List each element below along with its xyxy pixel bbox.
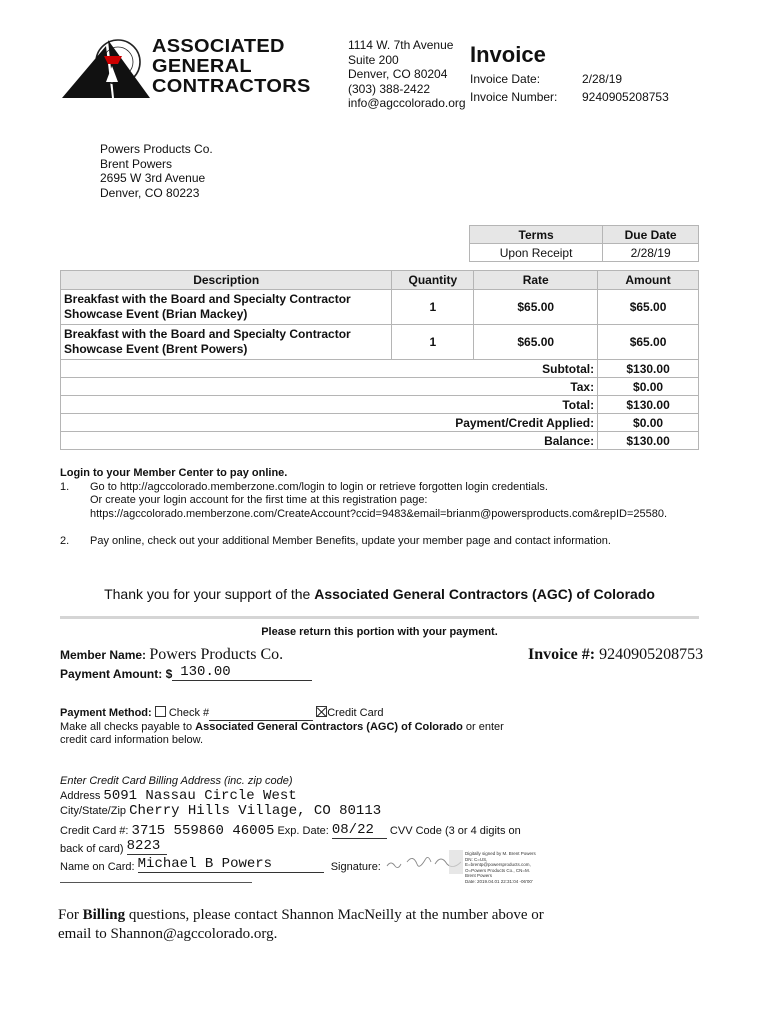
due-date-header: Due Date <box>603 226 699 244</box>
payment-applied-row <box>61 414 699 432</box>
description-header: Description <box>61 271 392 290</box>
payment-amount-field[interactable]: 130.00 <box>180 664 231 680</box>
credit-card-checkbox[interactable] <box>316 706 327 717</box>
due-date-value: 2/28/19 <box>603 244 699 262</box>
terms-header: Terms <box>470 226 603 244</box>
item-description <box>61 325 392 360</box>
item-quantity: 1 <box>392 325 474 360</box>
address-line: Denver, CO 80204 <box>348 67 448 81</box>
address-line: 1114 W. 7th Avenue <box>348 38 454 52</box>
sig-info-line: Digitally signed by M. Brent Powers <box>465 851 536 856</box>
rate-header: Rate <box>474 271 598 290</box>
tax-value: $0.00 <box>598 378 699 396</box>
step-number: 2. <box>60 535 70 547</box>
city-label: City/State/Zip <box>60 805 127 817</box>
footer-email: email to Shannon@agccolorado.org. <box>58 926 278 942</box>
payment-applied-value: $0.00 <box>598 414 699 432</box>
login-instructions <box>60 467 720 549</box>
member-name-value[interactable]: Powers Products Co. <box>149 646 284 663</box>
bill-to-city: Denver, CO 80223 <box>100 185 200 200</box>
address-label: Address <box>60 790 101 802</box>
footer-billing: Billing <box>82 907 126 923</box>
invoice-number-value: 9240905208753 <box>582 90 669 104</box>
city-row <box>60 803 381 819</box>
logo-wordmark <box>152 36 311 96</box>
company-address <box>348 38 466 111</box>
thank-you-prefix: Thank you for your support of the <box>104 586 315 602</box>
billing-contact-note <box>58 906 618 944</box>
login-step-2 <box>60 535 720 549</box>
cvv-label: CVV Code (3 or 4 digits on <box>389 825 521 837</box>
step-2-text: Pay online, check out your additional Member Benefits, update your member page and contact information. <box>90 535 611 547</box>
sig-info-line: Date: 2019.04.01 22:31:04 -06'00' <box>465 878 533 884</box>
login-url-text[interactable]: Go to http://agccolorado.memberzone.com/login to login or retrieve forgotten login credentials. <box>90 480 548 493</box>
return-note: Please return this portion with your payment. <box>261 626 498 638</box>
step-number: 1. <box>60 480 70 493</box>
item-description-line: Breakfast with the Board and Specialty Contractor <box>64 327 351 341</box>
name-on-card-label: Name on Card: <box>60 861 135 873</box>
item-rate: $65.00 <box>474 325 598 360</box>
address-line: Suite 200 <box>348 52 399 67</box>
city-state-zip-field[interactable]: Cherry Hills Village, CO 80113 <box>129 803 382 819</box>
card-number-label: Credit Card #: <box>60 825 129 837</box>
item-description-line: Showcase Event (Brent Powers) <box>64 342 248 356</box>
thank-you-message <box>60 586 699 602</box>
item-quantity: 1 <box>392 290 474 325</box>
sig-info-line: Brent Powers <box>465 873 493 879</box>
subtotal-row <box>61 360 699 378</box>
cvv-label-2: back of card) <box>60 843 124 855</box>
item-amount: $65.00 <box>598 290 699 325</box>
name-on-card-field[interactable]: Michael B Powers <box>137 856 273 872</box>
footer-prefix: For <box>58 907 83 923</box>
bill-to-contact: Brent Powers <box>100 156 173 171</box>
name-row <box>60 856 381 873</box>
address-field[interactable]: 5091 Nassau Circle West <box>103 788 297 804</box>
check-number-field[interactable] <box>209 706 313 721</box>
invoice-date-value: 2/28/19 <box>582 72 623 86</box>
login-step-1 <box>60 481 720 522</box>
payment-applied-label: Payment/Credit Applied: <box>61 414 598 432</box>
sig-info-line: O=Powers Products Co., CN=M. <box>465 867 531 873</box>
quantity-header: Quantity <box>392 271 474 290</box>
cvv-row <box>60 838 167 855</box>
terms-value: Upon Receipt <box>470 244 603 262</box>
check-checkbox[interactable] <box>155 706 166 717</box>
terms-table <box>469 225 699 262</box>
table-row <box>61 325 699 360</box>
bill-to-address <box>100 142 213 200</box>
register-url[interactable]: https://agccolorado.memberzone.com/CreateAccount?ccid=9483&email=brianm@powersproducts.com&repID=25580. <box>90 507 668 520</box>
cvv-field[interactable]: 8223 <box>126 838 161 854</box>
footer-rest: questions, please contact Shannon MacNeilly at the number above or <box>125 907 544 923</box>
checks-line-2: credit card information below. <box>60 734 204 746</box>
tax-row <box>61 378 699 396</box>
divider <box>60 616 699 619</box>
invoice-number-label: Invoice Number: <box>470 90 558 104</box>
checks-suffix: or enter <box>462 720 504 733</box>
login-heading: Login to your Member Center to pay online. <box>60 467 288 479</box>
credit-card-label: Credit Card <box>327 707 384 719</box>
amount-header: Amount <box>598 271 699 290</box>
exp-date-field[interactable]: 08/22 <box>331 822 374 838</box>
invoice-title: Invoice <box>470 42 546 67</box>
line-items-table <box>60 270 699 450</box>
member-name-row <box>60 646 283 664</box>
remit-invoice-label: Invoice #: <box>528 646 596 663</box>
bill-to-company: Powers Products Co. <box>100 142 213 156</box>
item-amount: $65.00 <box>598 325 699 360</box>
signature-label: Signature: <box>330 861 381 873</box>
card-number-field[interactable]: 3715 559860 46005 <box>131 823 275 839</box>
address-row <box>60 788 297 804</box>
extra-line <box>60 882 252 883</box>
checks-text: Make all checks payable to <box>60 720 196 733</box>
sig-info-line: DN: C=US, <box>465 856 488 862</box>
agc-logo-icon <box>60 36 152 100</box>
checks-org: Associated General Contractors (AGC) of Colorado <box>195 720 463 733</box>
total-value: $130.00 <box>598 396 699 414</box>
item-description <box>61 290 392 325</box>
balance-label: Balance: <box>61 432 598 450</box>
payment-amount-label: Payment Amount: $ <box>60 667 173 681</box>
balance-row <box>61 432 699 450</box>
member-name-label: Member Name: <box>60 648 147 662</box>
card-row <box>60 822 521 839</box>
payment-method <box>60 706 560 748</box>
item-rate: $65.00 <box>474 290 598 325</box>
logo-line-1: ASSOCIATED <box>152 35 285 56</box>
subtotal-value: $130.00 <box>598 360 699 378</box>
table-row <box>61 290 699 325</box>
logo-line-3: CONTRACTORS <box>152 75 311 96</box>
total-label: Total: <box>61 396 598 414</box>
logo-line-2: GENERAL <box>152 55 252 76</box>
tax-label: Tax: <box>61 378 598 396</box>
balance-value: $130.00 <box>598 432 699 450</box>
bill-to-street: 2695 W 3rd Avenue <box>100 171 206 185</box>
remit-invoice-value: 9240905208753 <box>599 646 704 663</box>
item-description-line: Showcase Event (Brian Mackey) <box>64 307 248 321</box>
signature-icon[interactable] <box>383 848 473 876</box>
payment-amount-row <box>60 664 312 681</box>
phone-number: (303) 388-2422 <box>348 81 431 96</box>
email-address: info@agccolorado.org <box>348 96 466 110</box>
item-description-line: Breakfast with the Board and Specialty Contractor <box>64 292 351 306</box>
remit-invoice-number <box>528 646 703 664</box>
billing-address-label: Enter Credit Card Billing Address (inc. zip code) <box>60 775 293 787</box>
check-label: Check # <box>168 707 210 719</box>
digital-signature-info <box>465 851 555 885</box>
register-text: Or create your login account for the first time at this registration page: <box>90 494 428 506</box>
total-row <box>61 396 699 414</box>
invoice-date-label: Invoice Date: <box>470 72 541 86</box>
subtotal-label: Subtotal: <box>61 360 598 378</box>
exp-date-label: Exp. Date: <box>277 825 329 837</box>
thank-you-org: Associated General Contractors (AGC) of Colorado <box>314 586 655 602</box>
sig-info-line: E=brentp@powersproducts.com, <box>465 862 531 868</box>
payment-method-label: Payment Method: <box>60 707 152 719</box>
